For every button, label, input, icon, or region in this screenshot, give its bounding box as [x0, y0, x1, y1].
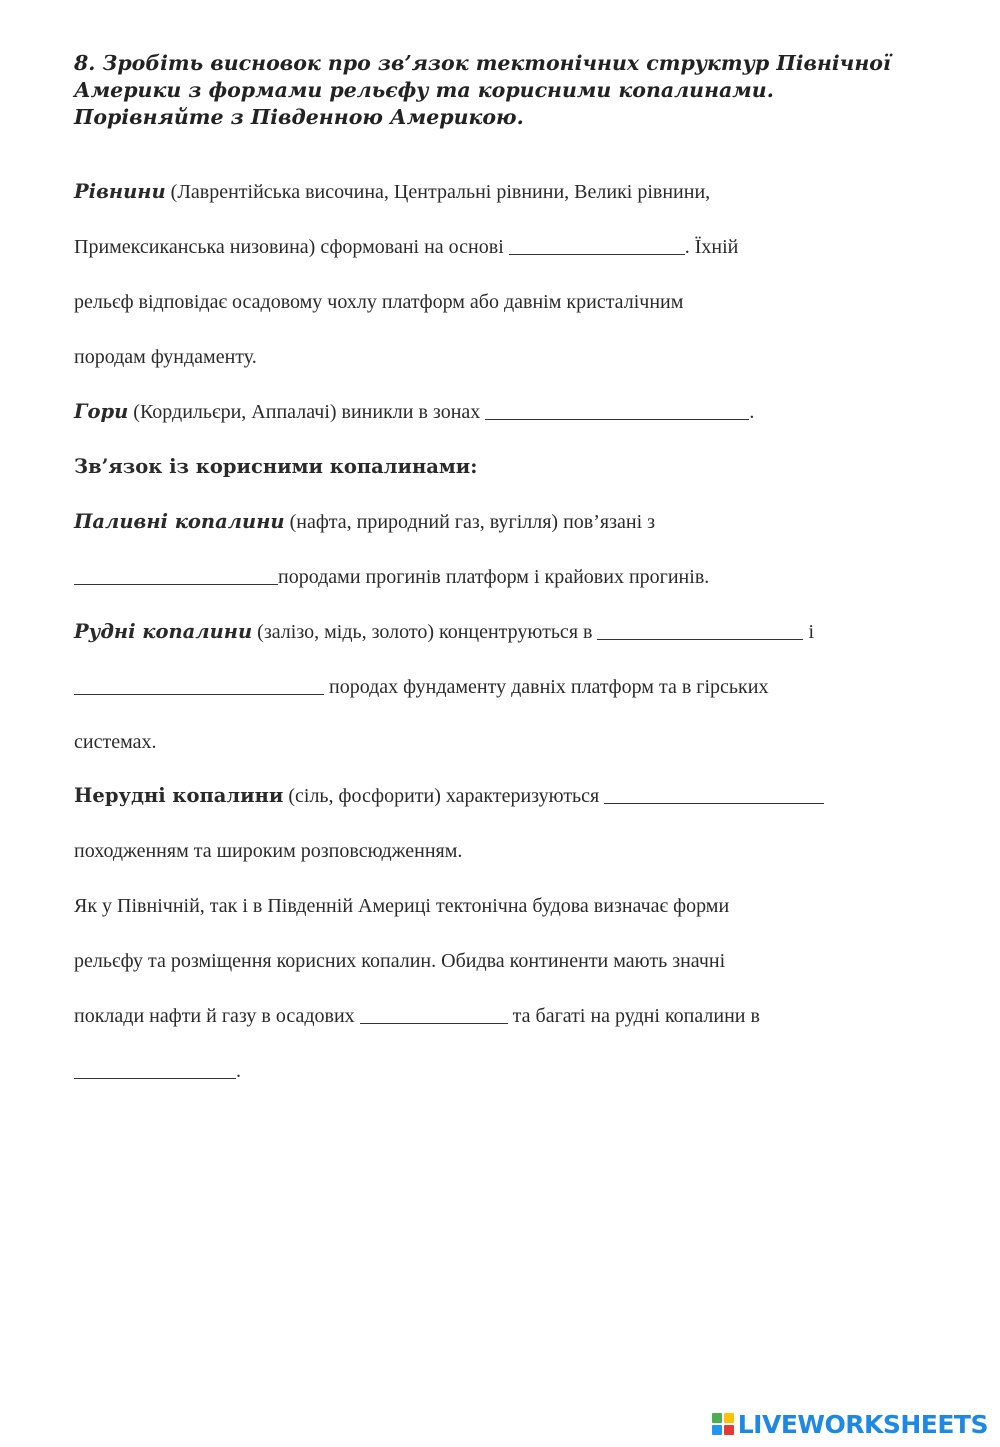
fuel-line	[74, 508, 655, 536]
ore-and: і	[803, 621, 815, 643]
ore-rich-text: та багаті на рудні копалини в	[507, 1005, 760, 1027]
mountains-term: Гори	[74, 400, 129, 423]
logo-grid-icon	[712, 1413, 734, 1435]
origin-line: походженням та широким розповсюдженням.	[74, 840, 463, 862]
final-period: .	[236, 1060, 241, 1082]
task-line-1: 8. Зробіть висновок про зв’язок тектонічних структур Північної	[74, 51, 891, 75]
fuel-term: Паливні копалини	[74, 510, 285, 533]
ore-rocks-line	[74, 673, 768, 701]
ore-text: (залізо, мідь, золото) концентруються в	[252, 621, 598, 643]
fuel-text: (нафта, природний газ, вугілля) пов’язані з	[284, 511, 656, 533]
plains-basis-line	[74, 233, 738, 261]
final-line	[74, 1057, 241, 1085]
task-heading	[74, 50, 954, 131]
mountains-zone-blank[interactable]	[485, 418, 749, 420]
comparison-line-2: рельєфу та розміщення корисних копалин. Обидва континенти мають значні	[74, 950, 726, 972]
plains-line	[74, 178, 710, 206]
deposits-text: поклади нафти й газу в осадових	[74, 1005, 360, 1027]
sedimentary-blank[interactable]	[360, 1022, 508, 1024]
nonmetal-blank[interactable]	[604, 802, 824, 804]
ore-blank-1[interactable]	[597, 638, 803, 640]
comparison-line-1: Як у Північній, так і в Південній Америці тектонічна будова визначає форми	[74, 895, 730, 917]
nonmetal-line	[74, 782, 824, 810]
plains-examples: (Лаврентійська височина, Центральні рівнини, Великі рівнини,	[165, 181, 711, 203]
relief-line: рельєф відповідає осадовому чохлу платформ або давнім кристалічним	[74, 291, 684, 313]
ore-rocks-text: породах фундаменту давніх платформ та в гірських	[324, 676, 769, 698]
plains-basis-blank[interactable]	[509, 253, 685, 255]
systems-line: системах.	[74, 731, 157, 753]
nonmetal-term: Нерудні копалини	[74, 784, 284, 807]
task-line-3: Порівняйте з Південною Америкою.	[74, 105, 524, 129]
ore-line	[74, 618, 814, 646]
comparison-line-3	[74, 1002, 760, 1030]
mountains-line	[74, 398, 754, 426]
ore-term: Рудні копалини	[74, 620, 253, 643]
fuel-rocks-blank[interactable]	[74, 583, 278, 585]
minerals-heading	[74, 453, 477, 481]
mountains-end: .	[749, 401, 755, 423]
task-line-2: Америки з формами рельєфу та корисними копалинами.	[74, 78, 774, 102]
plains-basis-end: . Їхній	[684, 236, 739, 258]
logo-text: LIVEWORKSHEETS	[737, 1409, 988, 1439]
minerals-heading-text: Зв’язок із корисними копалинами:	[74, 455, 478, 478]
fuel-rocks-text: породами прогинів платформ і крайових прогинів.	[278, 566, 710, 588]
final-blank[interactable]	[74, 1077, 236, 1079]
fuel-rocks-line	[74, 563, 709, 591]
liveworksheets-logo	[712, 1411, 988, 1437]
plains-term: Рівнини	[74, 180, 166, 203]
nonmetal-text: (сіль, фосфорити) характеризуються	[283, 785, 605, 807]
foundation-line: породам фундаменту.	[74, 346, 257, 368]
mountains-text: (Кордильєри, Аппалачі) виникли в зонах	[128, 401, 486, 423]
plains-basis-text: Примексиканська низовина) сформовані на основі	[74, 236, 509, 258]
ore-blank-2[interactable]	[74, 693, 324, 695]
